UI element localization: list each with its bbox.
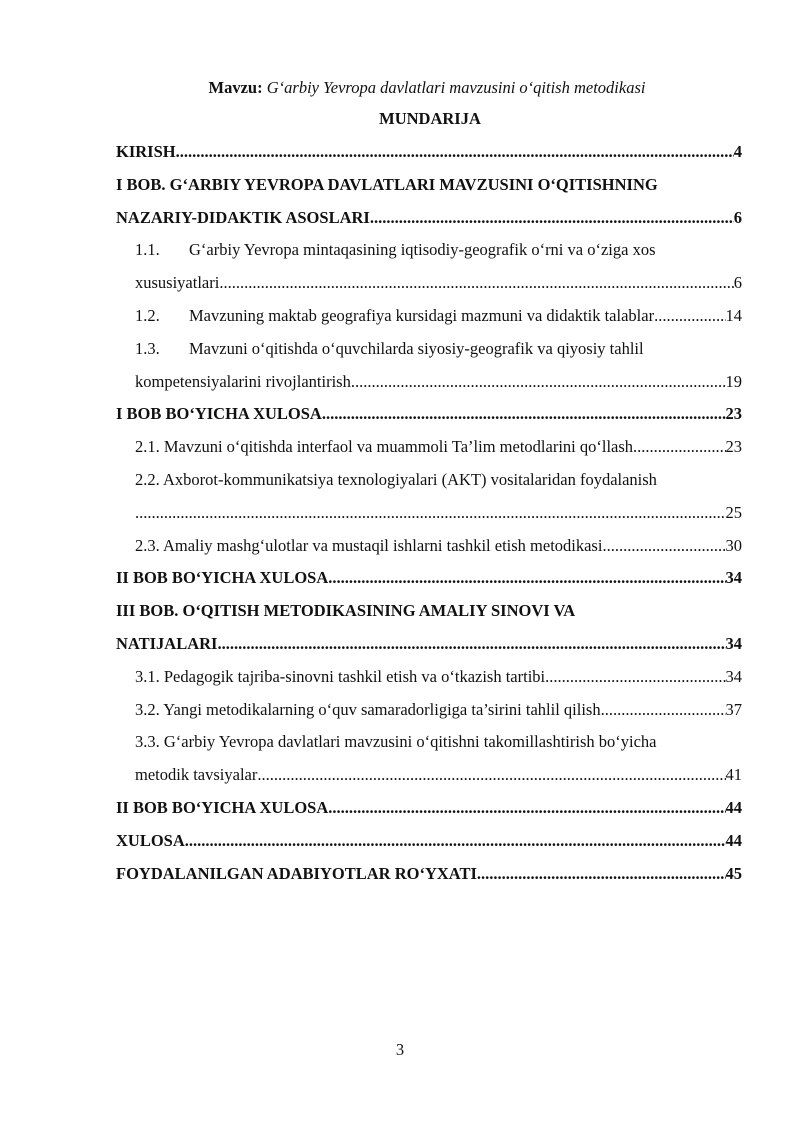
toc-entry-title: 3.1. Pedagogik tajriba-sinovni tashkil etish va o‘tkazish tartibi [135, 666, 546, 686]
toc-entry-page: 34 [725, 568, 742, 588]
toc-dot-leader [351, 366, 726, 399]
toc-entry-number: 1.1. [135, 240, 160, 260]
toc-dot-leader [602, 530, 725, 563]
topic-label: Mavzu: [208, 78, 263, 97]
toc-entry-1-2[interactable] [116, 300, 742, 333]
toc-entry-title: Mavzuning maktab geografiya kursidagi mazmuni va didaktik talablar [189, 305, 655, 325]
toc-entry-number: 1.3. [135, 338, 160, 358]
toc-entry-title: I BOB BO‘YICHA XULOSA [116, 404, 322, 424]
toc-dot-leader [217, 628, 725, 661]
toc-entry-page: 4 [733, 142, 742, 161]
toc-entry-2-3[interactable] [116, 530, 742, 563]
toc-dot-leader [370, 202, 734, 235]
toc-entry-page: 37 [725, 699, 742, 719]
toc-entry-page: 23 [725, 404, 742, 424]
toc-entry-page: 30 [725, 535, 742, 555]
toc-dot-leader [176, 136, 734, 169]
topic-line [112, 74, 742, 102]
toc-entry-xulosa-1[interactable] [116, 398, 742, 431]
toc-entry-title-cont: NATIJALARI [116, 633, 218, 653]
toc-dot-leader [477, 858, 726, 891]
document-page [116, 74, 742, 890]
toc-entry-adabiyotlar[interactable] [116, 858, 742, 891]
toc-entry-kirish[interactable] [116, 136, 742, 169]
toc-entry-number: 1.2. [135, 305, 160, 325]
topic-title: G‘arbiy Yevropa davlatlari mavzusini o‘qitish metodikasi [266, 78, 646, 97]
toc-entry-2-2-line1[interactable] [116, 464, 742, 497]
toc-entry-title-cont: NAZARIY-DIDAKTIK ASOSLARI [116, 207, 370, 227]
toc-entry-page: 6 [733, 207, 742, 227]
toc-entry-title-cont: metodik tavsiyalar [135, 765, 258, 785]
toc-dot-leader [257, 759, 725, 792]
toc-dot-leader [135, 497, 726, 530]
toc-entry-2-2-line2[interactable] [116, 497, 742, 530]
toc-dot-leader [328, 792, 725, 825]
toc-entry-title: FOYDALANILGAN ADABIYOTLAR RO‘YXATI [116, 863, 477, 883]
toc-entry-1-3-line2[interactable] [116, 366, 742, 399]
toc-dot-leader [322, 398, 726, 431]
toc-entry-1-1-line2[interactable] [116, 267, 742, 300]
toc-entry-3-1[interactable] [116, 661, 742, 694]
toc-entry-page: 25 [725, 502, 742, 522]
toc-dot-leader [601, 694, 726, 727]
toc-entry-page: 44 [725, 797, 742, 817]
toc-entry-bob3-line1[interactable] [116, 595, 742, 628]
toc-entry-3-2[interactable] [116, 694, 742, 727]
toc-entry-xulosa-2[interactable] [116, 562, 742, 595]
toc-entry-title: III BOB. O‘QITISH METODIKASINING AMALIY SINOVI VA [116, 601, 576, 621]
toc-dot-leader [654, 300, 725, 333]
toc-entry-title: Mavzuni o‘qitishda o‘quvchilarda siyosiy-geografik va qiyosiy tahlil [189, 338, 644, 358]
toc-dot-leader [219, 267, 733, 300]
toc-entry-xulosa[interactable] [116, 825, 742, 858]
toc-entry-bob1-line2[interactable] [116, 202, 742, 235]
toc-entry-title: 2.1. Mavzuni o‘qitishda interfaol va muammoli Ta’lim metodlarini qo‘llash [135, 437, 634, 457]
toc-heading: MUNDARIJA [379, 109, 481, 128]
toc-entry-page: 45 [725, 863, 742, 883]
toc-entry-title: II BOB BO‘YICHA XULOSA [116, 568, 329, 588]
toc-entry-title-cont: kompetensiyalarini rivojlantirish [135, 371, 351, 391]
toc-entry-page: 34 [725, 666, 742, 686]
toc-entry-title: 2.2. Axborot-kommunikatsiya texnologiyalari (AKT) vositalaridan foydalanish [135, 469, 657, 489]
toc-entry-title: I BOB. G‘ARBIY YEVROPA DAVLATLARI MAVZUSINI O‘QITISHNING [116, 174, 658, 194]
toc-entry-page: 34 [725, 633, 742, 653]
toc-entry-bob3-line2[interactable] [116, 628, 742, 661]
toc-entry-page: 41 [725, 765, 742, 785]
toc-entry-1-1-line1[interactable] [116, 234, 742, 267]
toc-dot-leader [185, 825, 726, 858]
toc-dot-leader [633, 431, 725, 464]
toc-entry-title: XULOSA [116, 830, 185, 850]
toc-dot-leader [328, 562, 725, 595]
toc-entry-page: 19 [725, 371, 742, 391]
toc-entry-page: 23 [725, 437, 742, 457]
toc-entry-2-1[interactable] [116, 431, 742, 464]
toc-entry-title: 2.3. Amaliy mashg‘ulotlar va mustaqil ishlarni tashkil etish metodikasi [135, 535, 603, 555]
toc-entry-xulosa-3[interactable] [116, 792, 742, 825]
toc-entry-title: G‘arbiy Yevropa mintaqasining iqtisodiy-geografik o‘rni va o‘ziga xos [189, 240, 656, 260]
toc-entry-title: KIRISH [116, 142, 176, 161]
toc-entry-title-cont: xususiyatlari [135, 273, 220, 293]
toc-entry-title: 3.3. G‘arbiy Yevropa davlatlari mavzusini o‘qitishni takomillashtirish bo‘yicha [135, 732, 657, 752]
toc-dot-leader [545, 661, 725, 694]
toc-entry-3-3-line2[interactable] [116, 759, 742, 792]
toc-entry-page: 14 [725, 305, 742, 325]
toc-entry-bob1-line1[interactable] [116, 169, 742, 202]
table-of-contents [116, 136, 742, 890]
toc-entry-1-3-line1[interactable] [116, 333, 742, 366]
toc-entry-title: 3.2. Yangi metodikalarning o‘quv samaradorligiga ta’sirini tahlil qilish [135, 699, 601, 719]
toc-entry-page: 6 [733, 273, 742, 293]
toc-entry-3-3-line1[interactable] [116, 726, 742, 759]
toc-entry-title: II BOB BO‘YICHA XULOSA [116, 797, 329, 817]
page-number: 3 [395, 1040, 405, 1059]
toc-entry-page: 44 [725, 830, 742, 850]
